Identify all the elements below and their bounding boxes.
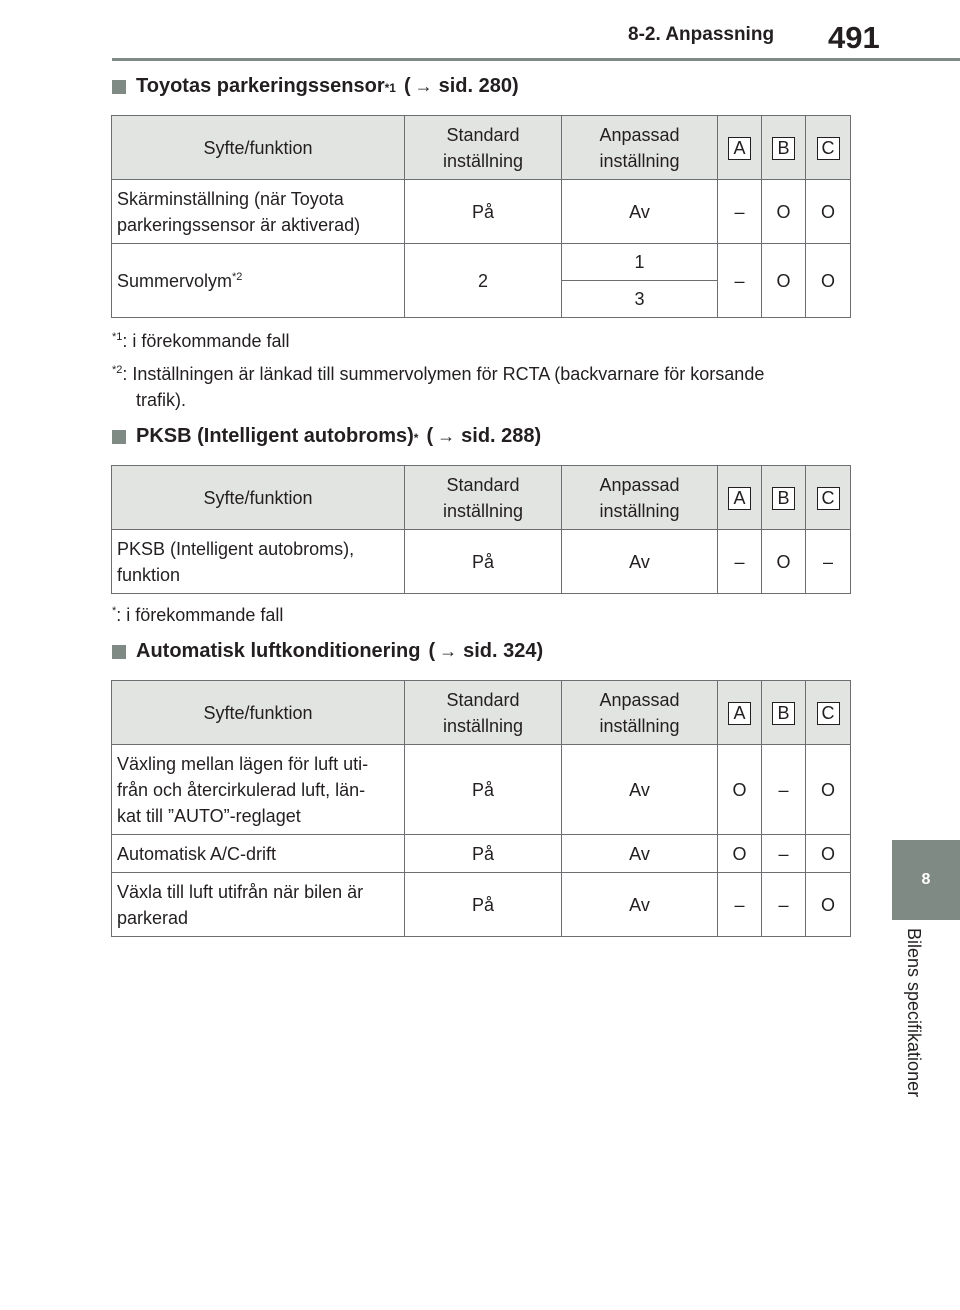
- col-header-standard: [405, 116, 562, 180]
- cell-custom-option-1: 1: [562, 244, 718, 281]
- chapter-label: Bilens specifikationer: [904, 928, 924, 1098]
- cell-purpose: Automatisk A/C-drift: [112, 835, 405, 873]
- header-rule: [112, 58, 960, 61]
- col-header-standard-line1: Standard: [446, 124, 520, 145]
- cell-purpose-line2: parkeringssensor är aktiverad): [117, 214, 361, 235]
- col-header-custom-line2: inställning: [599, 150, 680, 171]
- col-header-custom: [562, 681, 718, 745]
- cell-a: O: [718, 745, 762, 835]
- cell-c: O: [806, 180, 851, 244]
- square-bullet-icon: [112, 645, 126, 659]
- col-header-purpose: Syfte/funktion: [112, 116, 405, 180]
- footnote-1: [112, 328, 852, 354]
- footnote-text-line1: : Inställningen är länkad till summervolymen för RCTA (backvarnare för korsande: [122, 364, 765, 384]
- cell-purpose-line3: kat till ”AUTO”-reglaget: [117, 805, 301, 826]
- letter-box-c: C: [817, 137, 840, 160]
- heading-page-ref: sid. 280): [438, 75, 519, 97]
- cell-a: –: [718, 873, 762, 937]
- footnote-mark: *1: [112, 331, 123, 343]
- cell-b: O: [762, 530, 806, 594]
- chapter-tab: 8: [892, 840, 960, 920]
- cell-a: –: [718, 244, 762, 318]
- square-bullet-icon: [112, 430, 126, 444]
- heading-title: PKSB (Intelligent autobroms): [136, 425, 414, 447]
- letter-box-c: C: [817, 702, 840, 725]
- cell-purpose: [112, 530, 405, 594]
- cell-purpose-line2: funktion: [117, 564, 181, 585]
- heading-page-ref: sid. 324): [463, 640, 544, 662]
- letter-box-a: A: [728, 487, 751, 510]
- col-header-standard-line2: inställning: [442, 715, 524, 736]
- col-header-b: [762, 681, 806, 745]
- settings-table-auto-ac: [111, 680, 851, 937]
- table-row: [112, 244, 851, 281]
- cell-standard: På: [405, 745, 562, 835]
- cell-c: O: [806, 873, 851, 937]
- cell-custom: Av: [562, 180, 718, 244]
- cell-a: –: [718, 530, 762, 594]
- cell-purpose-line1: Skärminställning (när Toyota: [117, 188, 344, 209]
- cell-purpose: [112, 244, 405, 318]
- table-row: [112, 745, 851, 835]
- cell-c: O: [806, 835, 851, 873]
- table-row: [112, 873, 851, 937]
- letter-box-a: A: [728, 702, 751, 725]
- col-header-c: [806, 681, 851, 745]
- section-heading-auto-ac: [112, 640, 543, 663]
- settings-table-pksb: [111, 465, 851, 594]
- cell-purpose-line2: från och återcirkulerad luft, län-: [117, 779, 366, 800]
- col-header-custom-line1: Anpassad: [599, 689, 680, 710]
- table-row: [112, 835, 851, 873]
- col-header-custom-line2: inställning: [599, 500, 680, 521]
- cell-purpose-line2: parkerad: [117, 907, 189, 928]
- section-heading-parking-sensor: Toyotas parkeringssensor *1 ( → sid. 280): [112, 75, 519, 98]
- table-header-row: [112, 466, 851, 530]
- cell-purpose-line1: PKSB (Intelligent autobroms),: [117, 538, 355, 559]
- heading-title: Toyotas parkeringssensor: [136, 75, 385, 97]
- letter-box-b: B: [772, 487, 795, 510]
- cell-b: O: [762, 244, 806, 318]
- cell-standard: På: [405, 873, 562, 937]
- col-header-custom: [562, 116, 718, 180]
- cell-custom: Av: [562, 530, 718, 594]
- heading-open-paren: (: [428, 640, 436, 662]
- col-header-standard-line1: Standard: [446, 474, 520, 495]
- table-row: [112, 180, 851, 244]
- cell-custom: Av: [562, 835, 718, 873]
- cell-purpose: [112, 873, 405, 937]
- section-heading-pksb: PKSB (Intelligent autobroms) * ( → sid. 288): [112, 425, 541, 448]
- heading-title: Automatisk luftkonditionering: [136, 640, 421, 662]
- cell-footnote-mark: *2: [232, 270, 243, 283]
- col-header-c: [806, 466, 851, 530]
- arrow-right-icon: →: [437, 426, 456, 446]
- cell-a: O: [718, 835, 762, 873]
- col-header-standard-line2: inställning: [442, 150, 524, 171]
- arrow-right-icon: →: [414, 76, 433, 96]
- cell-purpose: [112, 745, 405, 835]
- col-header-a: [718, 116, 762, 180]
- footnote-text-line2: trafik).: [136, 390, 187, 410]
- cell-purpose-line1: Växla till luft utifrån när bilen är: [117, 881, 364, 902]
- col-header-b: [762, 116, 806, 180]
- cell-standard: På: [405, 835, 562, 873]
- footnote-2: [112, 361, 852, 413]
- letter-box-b: B: [772, 137, 795, 160]
- cell-custom: Av: [562, 873, 718, 937]
- col-header-purpose: Syfte/funktion: [112, 681, 405, 745]
- letter-box-a: A: [728, 137, 751, 160]
- cell-standard: På: [405, 530, 562, 594]
- heading-page-ref: sid. 288): [461, 425, 542, 447]
- table-header-row: [112, 116, 851, 180]
- cell-standard: 2: [405, 244, 562, 318]
- table-row: [112, 530, 851, 594]
- cell-b: –: [762, 835, 806, 873]
- cell-standard: På: [405, 180, 562, 244]
- footnote-text: : i förekommande fall: [116, 605, 284, 625]
- footnote-mark: *: [112, 605, 117, 617]
- heading-open-paren: (: [403, 75, 411, 97]
- cell-b: –: [762, 745, 806, 835]
- col-header-a: [718, 466, 762, 530]
- col-header-a: [718, 681, 762, 745]
- cell-c: O: [806, 244, 851, 318]
- cell-b: –: [762, 873, 806, 937]
- cell-purpose: [112, 180, 405, 244]
- cell-b: O: [762, 180, 806, 244]
- col-header-custom-line1: Anpassad: [599, 124, 680, 145]
- cell-c: –: [806, 530, 851, 594]
- arrow-right-icon: →: [439, 641, 458, 661]
- footnote-mark: *2: [112, 364, 123, 376]
- cell-custom: Av: [562, 745, 718, 835]
- col-header-standard-line2: inställning: [442, 500, 524, 521]
- heading-open-paren: (: [426, 425, 434, 447]
- col-header-purpose: Syfte/funktion: [112, 466, 405, 530]
- col-header-b: [762, 466, 806, 530]
- col-header-custom: [562, 466, 718, 530]
- cell-custom-option-2: 3: [562, 281, 718, 318]
- footnote-text: : i förekommande fall: [122, 331, 290, 351]
- square-bullet-icon: [112, 80, 126, 94]
- col-header-c: [806, 116, 851, 180]
- cell-c: O: [806, 745, 851, 835]
- col-header-custom-line1: Anpassad: [599, 474, 680, 495]
- cell-purpose-text: Summervolym: [117, 270, 233, 291]
- col-header-standard: [405, 681, 562, 745]
- cell-purpose-line1: Växling mellan lägen för luft uti-: [117, 753, 369, 774]
- col-header-standard-line1: Standard: [446, 689, 520, 710]
- letter-box-c: C: [817, 487, 840, 510]
- settings-table-parking-sensor: [111, 115, 851, 318]
- section-header-title: 8-2. Anpassning: [628, 24, 775, 45]
- footnote-3: [112, 602, 852, 628]
- col-header-custom-line2: inställning: [599, 715, 680, 736]
- col-header-standard: [405, 466, 562, 530]
- cell-a: –: [718, 180, 762, 244]
- table-header-row: [112, 681, 851, 745]
- letter-box-b: B: [772, 702, 795, 725]
- page-number: 491: [828, 20, 880, 55]
